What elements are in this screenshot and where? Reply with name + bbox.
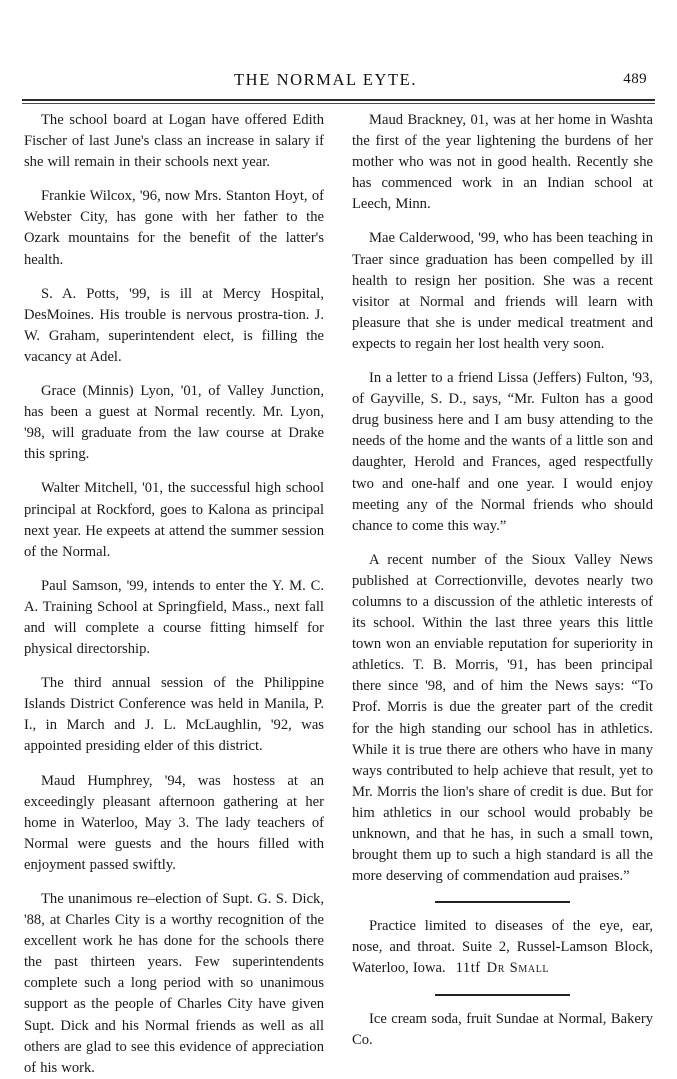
ad-separator-rule: [435, 901, 570, 903]
ad-body: Ice cream soda, fruit Sundae at Normal, Bakery Co.: [352, 1010, 653, 1048]
header-double-rule: [22, 99, 655, 104]
right-column: [352, 110, 653, 1048]
running-head: [24, 70, 653, 96]
news-item: Maud Brackney, 01, was at her home in Washta the first of the year lightening the burdens of her mother who was not in good health. Recently she has commenced work in an Indian school at Leech, Minn.: [352, 112, 653, 213]
news-item: Paul Samson, '99, intends to enter the Y. M. C. A. Training School at Springfield, Mass., next fall and will complete a course fitting himself for physical directorship.: [24, 577, 324, 658]
news-item: The third annual session of the Philippine Islands District Conference was held in Manila, P. I., in March and J. L. McLaughlin, '92, was appointed presiding elder of this district.: [24, 675, 324, 755]
news-item: Grace (Minnis) Lyon, '01, of Valley Junction, has been a guest at Normal recently. Mr. Lyon, '98, will graduate from the law course at Drake this spring.: [24, 383, 324, 463]
news-item: Mae Calderwood, '99, who has been teaching in Traer since graduation has been compelled by ill health to resign her position. She was a recent visitor at Normal and friends will learn with pleasure that she is under medical treatment and expects to regain her lost health very soon.: [352, 230, 653, 352]
page-number: 489: [623, 71, 647, 87]
ad-separator-rule: [435, 994, 570, 996]
publication-title: THE NORMAL EYTE.: [234, 70, 418, 89]
news-item: S. A. Potts, '99, is ill at Mercy Hospital, DesMoines. His trouble is nervous prostra-tion. J. W. Graham, superintendent elect, is filling the vacancy at Adel.: [24, 285, 324, 365]
news-item: Maud Humphrey, '94, was hostess at an exceedingly pleasant afternoon gathering at her home in Waterloo, May 3. The lady teachers of Normal were guests and the hours filled with enjoyment passed swiftly.: [24, 772, 324, 873]
news-item: Frankie Wilcox, '96, now Mrs. Stanton Hoyt, of Webster City, has gone with her father to the Ozark mountains for the benefit of the latter's health.: [24, 188, 324, 268]
news-item: A recent number of the Sioux Valley News published at Correctionville, devotes nearly two columns to a discussion of the athletic interests of its school. Within the last three years this little town won an enviable reputation for superiority in athletics. T. B. Morris, '91, has been principal there since '98, and of him the News says: “To Prof. Morris is due the greater part of the credit for the high standing our school has in athletics. While it is true there are others who have in many ways contributed to help achieve that result, yet to Mr. Morris the lion's share of credit is due. But for him athletics in our school would probably be unknown, and that he has, in such a small town, brought them up to such a high standard is all the more deserving of commendation aud praises.”: [352, 551, 653, 885]
news-item: The school board at Logan have offered Edith Fischer of last June's class an increase in salary if she will remain in their schools next year.: [24, 112, 324, 171]
ad-code: 11tf: [455, 960, 481, 977]
news-item: In a letter to a friend Lissa (Jeffers) Fulton, '93, of Gayville, S. D., says, “Mr. Fulton has a good drug business here and I am busy attending to the needs of the home and the wants of a little son and daughter, Herold and Frances, aged respectfully two and one-half and one year. I would enjoy meeting any of the Normal friends who should chance to come this way.”: [352, 370, 653, 534]
advertisement: [352, 916, 653, 979]
ad-signature: Dr Small: [486, 960, 550, 977]
ad-body: Practice limited to diseases of the eye, ear, nose, and throat. Suite 2, Russel-Lamson Block, Waterloo, Iowa.: [352, 918, 653, 977]
news-item: Walter Mitchell, '01, the successful high school principal at Rockford, goes to Kalona as principal next year. He expeets at attend the summer session of the Normal.: [24, 480, 324, 560]
left-column: [24, 110, 324, 1076]
two-column-body: [24, 110, 653, 1076]
news-item: The unanimous re–election of Supt. G. S. Dick, '88, at Charles City is a worthy recognition of the excellent work he has done for the schools there the past thirteen years. Few superintendents complete such a long period with so unanimous support as the people of Charles City have given Supt. Dick and his Normal friends as well as all others are glad to see this evidence of appreciation of his work.: [24, 891, 324, 1076]
advertisement: [352, 1009, 653, 1051]
